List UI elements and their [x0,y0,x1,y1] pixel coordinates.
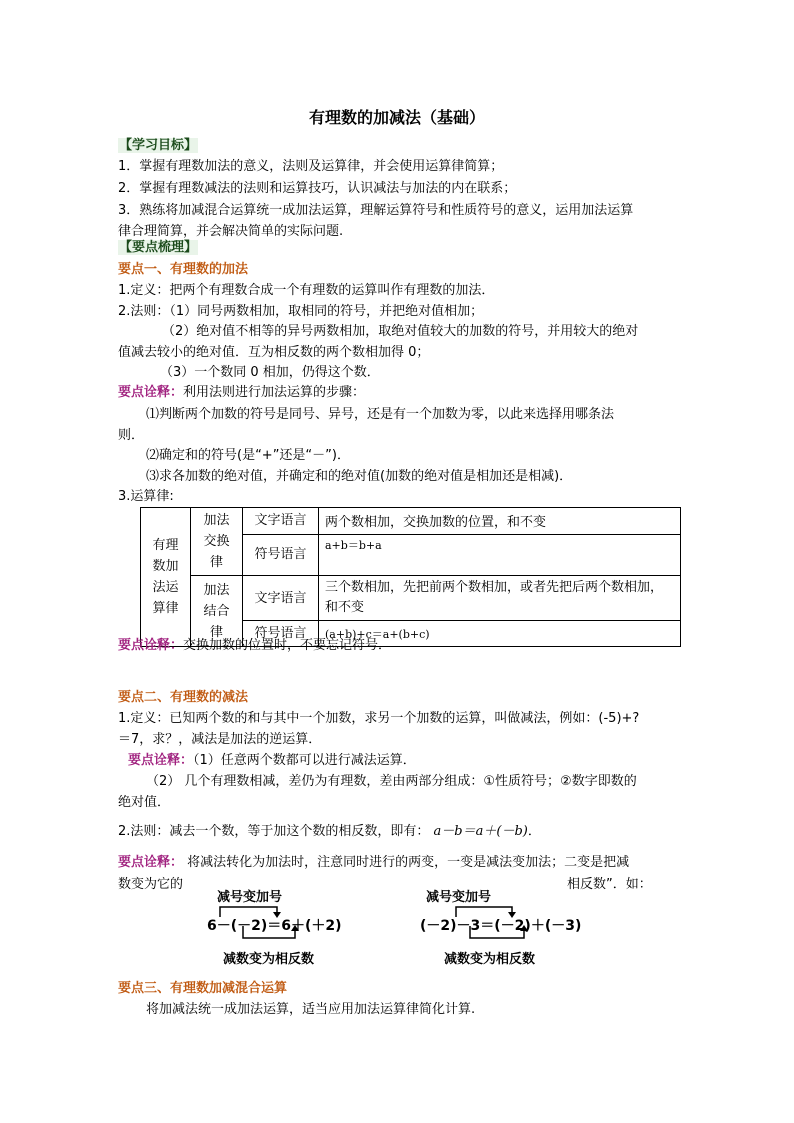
point2-note3: 要点诠释： 将减法转化为加法时，注意同时进行的两变，一变是减法变加法；二变是把减 [118,855,630,870]
diagram1-top-label: 减号变加号 [217,890,283,905]
step2: ⑵确定和的符号(是“+”还是“－”)． [146,448,350,463]
point2-note3-c: 相反数”．如： [567,877,652,892]
goal-item-2: 2．掌握有理数减法的法则和运算技巧，认识减法与加法的内在联系； [118,181,517,196]
goals-heading: 【学习目标】 [119,138,198,153]
point2-rule: 2.法则：减去一个数，等于加这个数的相反数，即有： a－b＝a＋(－b)． [118,824,541,839]
point1-rule2a: （2）绝对值不相等的异号两数相加，取绝对值较大的加数的符号，并用较大的绝对 [162,324,639,339]
point2-def-a: 1.定义：已知两个数的和与其中一个加数，求另一个加数的运算，叫做减法，例如：(-5)+? [118,711,640,726]
table-assoc-text: 三个数相加，先把前两个数相加，或者先把后两个数相加，和不变 [319,576,681,621]
note-label: 要点诠释： [118,385,184,400]
point1-heading: 要点一、有理数的加法 [118,262,249,277]
point2-note: 要点诠释：（1）任意两个数都可以进行减法运算． [128,753,416,768]
goal-item-1: 1．掌握有理数加法的意义，法则及运算律，并会使用运算律简算； [118,159,504,174]
point1-rule1: 2.法则：（1）同号两数相加，取相同的符号，并把绝对值相加； [118,304,484,319]
diagram1-expression: 6－(－2)＝6＋(＋2) [207,918,342,934]
point1-rule3: （3）一个数同 0 相加，仍得这个数． [160,365,380,380]
step1b: 则． [118,428,145,443]
step3: ⑶求各加数的绝对值，并确定和的绝对值(加数的绝对值是相加还是相减)． [146,469,573,484]
point1-note: 要点诠释：利用法则进行加法运算的步骤： [118,385,366,400]
table-assoc-cell: 加法结合律 [191,576,243,647]
point2-def-b: ＝7，求？，减法是加法的逆运算． [118,732,322,747]
goal-item-3-cont: 律合理简算，并会解决简单的实际问题. [118,224,344,239]
table-assoc-sym: (a+b)+c＝a+(b+c) [319,621,681,647]
point1-note2: 要点诠释：交换加数的位置时，不要忘记符号． [118,638,392,653]
point1-rule2b: 值减去较小的绝对值．互为相反数的两个数相加得 0； [118,345,430,360]
point3-text: 将加减法统一成加法运算，适当应用加法运算律简化计算. [146,1002,476,1017]
laws-label: 3.运算律: [118,489,174,504]
addition-laws-table [140,507,681,647]
table-sym-lang: 符号语言 [243,534,319,575]
table-sym-lang-2: 符号语言 [243,621,319,647]
point2-note2b: 绝对值． [118,795,171,810]
table-comm-cell: 加法交换律 [191,508,243,576]
table-text-lang: 文字语言 [243,508,319,535]
diagram2-bottom-label: 减数变为相反数 [444,952,536,967]
rule-formula: a－b＝a＋(－b) [433,824,528,839]
table-comm-text: 两个数相加，交换加数的位置，和不变 [319,508,681,535]
diagram2-top-label: 减号变加号 [426,890,492,905]
diagram1-bottom-label: 减数变为相反数 [223,952,315,967]
point2-note3-b: 数变为它的 [118,877,184,892]
point1-def: 1.定义：把两个有理数合成一个有理数的运算叫作有理数的加法． [118,283,495,298]
point3-heading: 要点三、有理数加减混合运算 [118,981,288,996]
table-text-lang-2: 文字语言 [243,576,319,621]
goal-item-3: 3．熟练将加减混合运算统一成加法运算，理解运算符号和性质符号的意义，运用加法运算 [118,203,634,218]
point2-note2a: （2） 几个有理数相减，差仍为有理数，差由两部分组成：①性质符号；②数字即数的 [146,774,637,789]
table-group-cell: 有理数加法运算律 [141,508,191,647]
diagram2-expression: (－2)－3＝(－2)＋(－3) [420,918,582,934]
point2-heading: 要点二、有理数的减法 [118,690,249,705]
table-comm-sym: a+b＝b+a [319,534,681,575]
step1a: ⑴判断两个加数的符号是同号、异号，还是有一个加数为零，以此来选择用哪条法 [146,407,615,422]
review-heading: 【要点梳理】 [119,240,198,255]
page-title: 有理数的加减法（基础） [308,108,485,127]
